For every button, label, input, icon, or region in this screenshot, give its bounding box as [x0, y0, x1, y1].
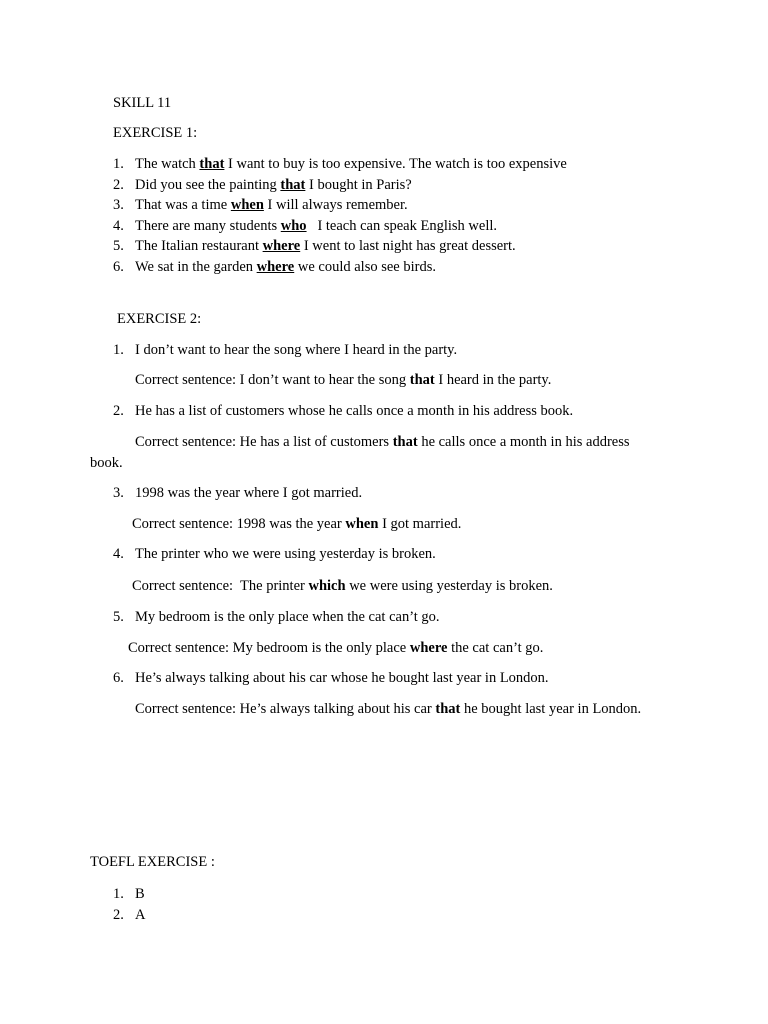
incorrect-sentence: My bedroom is the only place when the cat can’t go.: [135, 609, 440, 625]
item-number: 5.: [113, 238, 124, 254]
item-number: 1.: [113, 342, 124, 358]
item-number: 5.: [113, 609, 124, 625]
incorrect-sentence: He’s always talking about his car whose he bought last year in London.: [135, 670, 549, 686]
item-number: 2.: [113, 907, 124, 923]
answer: A: [135, 907, 146, 923]
incorrect-sentence: The printer who we were using yesterday is broken.: [135, 546, 436, 562]
item-number: 4.: [113, 218, 124, 234]
item-number: 1.: [113, 886, 124, 902]
item-number: 6.: [113, 670, 124, 686]
keyword: where: [409, 640, 448, 656]
item-number: 3.: [113, 197, 124, 213]
item-number: 2.: [113, 177, 124, 193]
keyword: that: [392, 434, 418, 450]
correct-sentence: Correct sentence: My bedroom is the only place where the cat can’t go.: [128, 640, 544, 656]
exercise2-title: EXERCISE 2:: [117, 311, 202, 327]
item-text: The watch that I want to buy is too expensive. The watch is too expensive: [135, 156, 567, 172]
item-number: 6.: [113, 259, 124, 275]
incorrect-sentence: 1998 was the year where I got married.: [135, 485, 363, 501]
correct-sentence: Correct sentence: He has a list of customers that he calls once a month in his address: [135, 434, 630, 450]
exercise1-title: EXERCISE 1:: [113, 125, 198, 141]
item-number: 3.: [113, 485, 124, 501]
keyword: which: [308, 578, 346, 594]
item-text: There are many students who I teach can speak English well.: [135, 218, 498, 234]
keyword: that: [409, 372, 435, 388]
keyword: where: [256, 259, 295, 275]
item-text: We sat in the garden where we could also see birds.: [135, 259, 436, 275]
keyword: that: [435, 701, 461, 717]
item-number: 1.: [113, 156, 124, 172]
correct-sentence: Correct sentence: The printer which we were using yesterday is broken.: [132, 578, 553, 594]
skill-title: SKILL 11: [113, 95, 172, 111]
keyword: when: [230, 197, 264, 213]
correct-sentence: Correct sentence: 1998 was the year when I got married.: [132, 516, 462, 532]
item-text: The Italian restaurant where I went to last night has great dessert.: [135, 238, 516, 254]
keyword: where: [262, 238, 301, 254]
item-text: Did you see the painting that I bought in Paris?: [135, 177, 412, 193]
answer: B: [135, 886, 145, 902]
toefl-title: TOEFL EXERCISE :: [90, 854, 215, 870]
keyword: when: [345, 516, 379, 532]
item-text: That was a time when I will always remember.: [135, 197, 408, 213]
keyword: who: [280, 218, 307, 234]
incorrect-sentence: I don’t want to hear the song where I heard in the party.: [135, 342, 458, 358]
correct-sentence: Correct sentence: He’s always talking about his car that he bought last year in London.: [135, 701, 642, 717]
keyword: that: [280, 177, 306, 193]
keyword: that: [199, 156, 225, 172]
item-number: 2.: [113, 403, 124, 419]
incorrect-sentence: He has a list of customers whose he calls once a month in his address book.: [135, 403, 574, 419]
item-number: 4.: [113, 546, 124, 562]
correct-sentence: Correct sentence: I don’t want to hear the song that I heard in the party.: [135, 372, 552, 388]
correct-sentence-wrap: book.: [90, 455, 123, 471]
